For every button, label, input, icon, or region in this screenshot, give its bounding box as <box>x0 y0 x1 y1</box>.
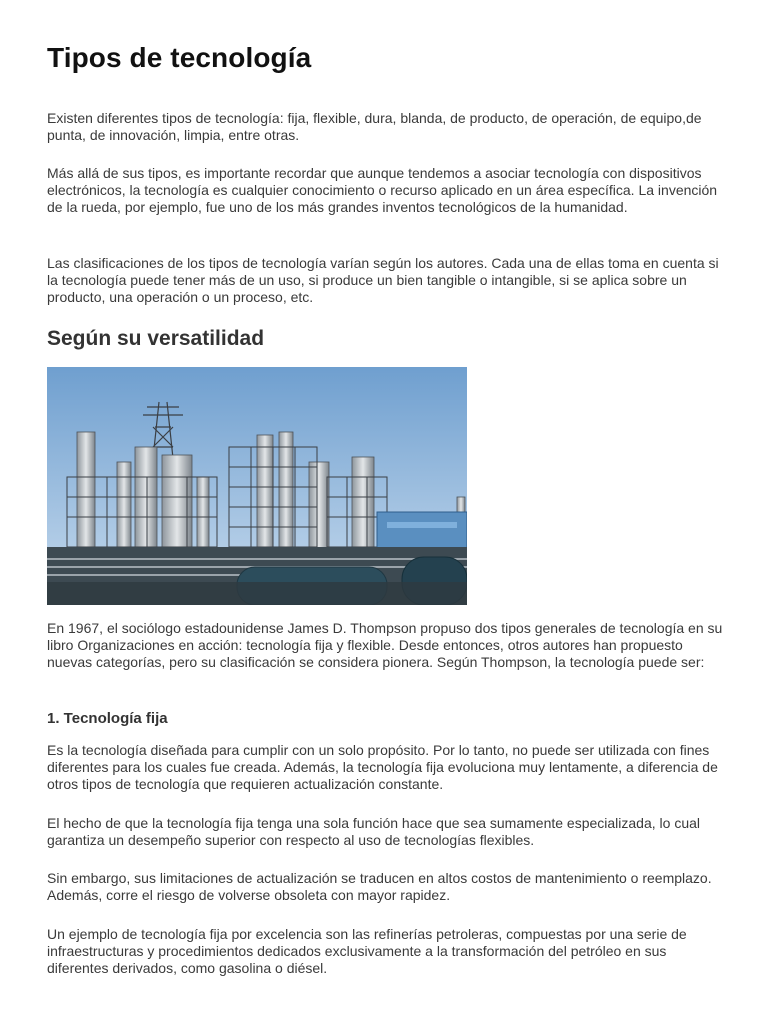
intro-paragraph-3: Las clasificaciones de los tipos de tecnología varían según los autores. Cada una de ellas toma en cuenta si la tecnología puede tener más de un uso, si produce un bien tangible o intangible, si se aplica sobre un producto, una operación o un proceso, etc. <box>47 255 719 305</box>
intro-paragraph-1: Existen diferentes tipos de tecnología: fija, flexible, dura, blanda, de producto, de operación, de equipo,de punta, de innovación, limpia, entre otras. <box>47 110 702 143</box>
section-heading: Según su versatilidad <box>47 327 265 350</box>
subsection-paragraph-4: Un ejemplo de tecnología fija por excelencia son las refinerías petroleras, compuestas por una serie de infraestructuras y procedimientos dedicados exclusivamente a la transformación del petróleo en sus diferentes derivados, como gasolina o diésel. <box>47 926 687 976</box>
section-paragraph: En 1967, el sociólogo estadounidense James D. Thompson propuso dos tipos generales de tecnología en su libro Organizaciones en acción: tecnología fija y flexible. Desde entonces, otros autores han propuesto nuevas categorías, pero su clasificación se considera pionera. Según Thompson, la tecnología puede ser: <box>47 620 723 670</box>
subsection-heading: 1. Tecnología fija <box>47 710 168 727</box>
subsection-paragraph-1: Es la tecnología diseñada para cumplir con un solo propósito. Por lo tanto, no puede ser utilizada con fines diferentes para los cuales fue creada. Además, la tecnología fija evoluciona muy lentamente, a diferencia de otros tipos de tecnología que requieren actualización constante. <box>47 742 718 792</box>
page-title: Tipos de tecnología <box>47 42 312 73</box>
intro-paragraph-2: Más allá de sus tipos, es importante recordar que aunque tendemos a asociar tecnología con dispositivos electrónicos, la tecnología es cualquier conocimiento o recurso aplicado en un área específica. La invención de la rueda, por ejemplo, fue uno de los más grandes inventos tecnológicos de la humanidad. <box>47 165 718 215</box>
subsection-paragraph-3: Sin embargo, sus limitaciones de actualización se traducen en altos costos de mantenimiento o reemplazo. Además, corre el riesgo de volverse obsoleta con mayor rapidez. <box>47 870 712 903</box>
subsection-paragraph-2: El hecho de que la tecnología fija tenga una sola función hace que sea sumamente especializada, lo cual garantiza un desempeño superior con respecto al uso de tecnologías flexibles. <box>47 815 701 848</box>
refinery-photo <box>47 367 467 605</box>
